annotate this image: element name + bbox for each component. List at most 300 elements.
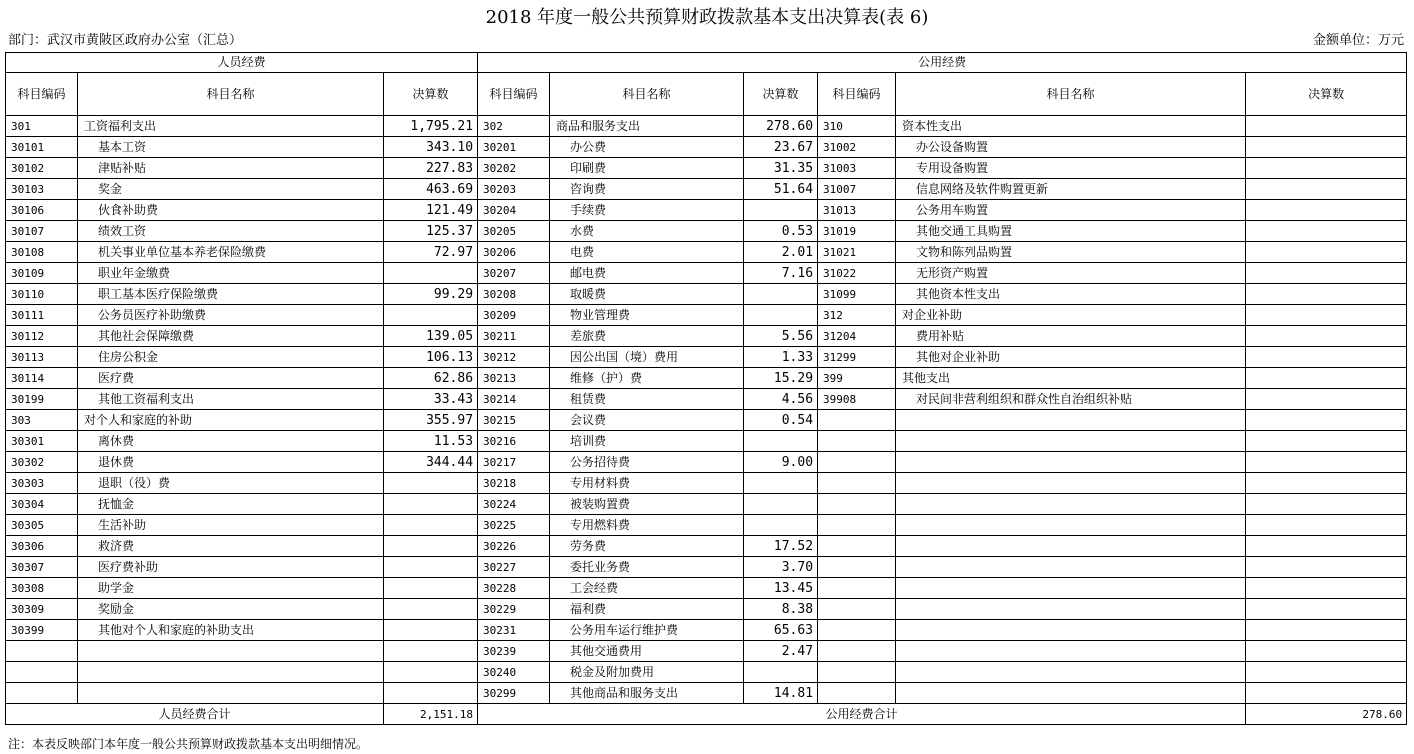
capital-code <box>818 431 896 452</box>
goods-amount: 31.35 <box>744 158 818 179</box>
capital-name: 其他对企业补助 <box>896 347 1246 368</box>
table-row <box>6 137 1407 158</box>
personnel-name: 住房公积金 <box>78 347 384 368</box>
capital-code <box>818 515 896 536</box>
table-row <box>6 158 1407 179</box>
table-row <box>6 431 1407 452</box>
personnel-amount <box>384 305 478 326</box>
personnel-amount: 72.97 <box>384 242 478 263</box>
capital-amount <box>1246 368 1407 389</box>
personnel-amount: 62.86 <box>384 368 478 389</box>
capital-amount <box>1246 221 1407 242</box>
personnel-amount: 125.37 <box>384 221 478 242</box>
table-row <box>6 410 1407 431</box>
goods-amount: 14.81 <box>744 683 818 704</box>
personnel-name: 职工基本医疗保险缴费 <box>78 284 384 305</box>
table-row <box>6 263 1407 284</box>
personnel-code: 30306 <box>6 536 78 557</box>
capital-name: 其他资本性支出 <box>896 284 1246 305</box>
capital-amount <box>1246 620 1407 641</box>
goods-name: 商品和服务支出 <box>550 116 744 137</box>
personnel-name: 助学金 <box>78 578 384 599</box>
capital-amount <box>1246 410 1407 431</box>
capital-amount <box>1246 515 1407 536</box>
capital-amount <box>1246 683 1407 704</box>
personnel-code: 30399 <box>6 620 78 641</box>
capital-code: 31022 <box>818 263 896 284</box>
personnel-name: 津贴补贴 <box>78 158 384 179</box>
goods-name: 公务招待费 <box>550 452 744 473</box>
capital-code: 31002 <box>818 137 896 158</box>
capital-amount <box>1246 242 1407 263</box>
personnel-amount: 106.13 <box>384 347 478 368</box>
capital-code <box>818 410 896 431</box>
goods-name: 委托业务费 <box>550 557 744 578</box>
col-amount-goods: 决算数 <box>744 73 818 116</box>
capital-name <box>896 431 1246 452</box>
table-row <box>6 284 1407 305</box>
capital-amount <box>1246 326 1407 347</box>
personnel-amount: 344.44 <box>384 452 478 473</box>
personnel-amount: 33.43 <box>384 389 478 410</box>
goods-code: 30202 <box>478 158 550 179</box>
personnel-code: 30106 <box>6 200 78 221</box>
personnel-amount: 227.83 <box>384 158 478 179</box>
capital-amount <box>1246 599 1407 620</box>
col-amount-capital: 决算数 <box>1246 73 1407 116</box>
capital-name <box>896 578 1246 599</box>
table-row <box>6 326 1407 347</box>
capital-code: 31204 <box>818 326 896 347</box>
capital-name: 无形资产购置 <box>896 263 1246 284</box>
table-row <box>6 536 1407 557</box>
group-public: 公用经费 <box>478 53 1407 73</box>
capital-name: 其他交通工具购置 <box>896 221 1246 242</box>
goods-name: 专用材料费 <box>550 473 744 494</box>
goods-code: 30211 <box>478 326 550 347</box>
personnel-amount: 121.49 <box>384 200 478 221</box>
goods-code: 30228 <box>478 578 550 599</box>
goods-name: 差旅费 <box>550 326 744 347</box>
table-row <box>6 557 1407 578</box>
table-row <box>6 641 1407 662</box>
table-row <box>6 683 1407 704</box>
table-row <box>6 473 1407 494</box>
capital-code <box>818 578 896 599</box>
goods-code: 302 <box>478 116 550 137</box>
table-row <box>6 200 1407 221</box>
capital-amount <box>1246 662 1407 683</box>
personnel-amount <box>384 683 478 704</box>
goods-code: 30205 <box>478 221 550 242</box>
goods-name: 专用燃料费 <box>550 515 744 536</box>
goods-code: 30299 <box>478 683 550 704</box>
personnel-code: 30308 <box>6 578 78 599</box>
personnel-name: 绩效工资 <box>78 221 384 242</box>
personnel-amount <box>384 620 478 641</box>
personnel-name: 对个人和家庭的补助 <box>78 410 384 431</box>
capital-amount <box>1246 263 1407 284</box>
personnel-code: 30302 <box>6 452 78 473</box>
capital-name <box>896 452 1246 473</box>
capital-name: 其他支出 <box>896 368 1246 389</box>
goods-name: 被装购置费 <box>550 494 744 515</box>
goods-code: 30218 <box>478 473 550 494</box>
public-total-value: 278.60 <box>1246 704 1407 725</box>
capital-code: 399 <box>818 368 896 389</box>
budget-table <box>5 52 1407 725</box>
personnel-code <box>6 662 78 683</box>
table-row <box>6 620 1407 641</box>
table-row <box>6 578 1407 599</box>
group-header-row <box>6 53 1407 73</box>
goods-name: 公务用车运行维护费 <box>550 620 744 641</box>
capital-code <box>818 599 896 620</box>
capital-amount <box>1246 494 1407 515</box>
personnel-code: 30107 <box>6 221 78 242</box>
personnel-code <box>6 683 78 704</box>
capital-code <box>818 536 896 557</box>
personnel-code: 30301 <box>6 431 78 452</box>
personnel-total-value: 2,151.18 <box>384 704 478 725</box>
capital-name <box>896 662 1246 683</box>
goods-amount: 7.16 <box>744 263 818 284</box>
capital-code <box>818 662 896 683</box>
personnel-name: 退职（役）费 <box>78 473 384 494</box>
goods-name: 其他商品和服务支出 <box>550 683 744 704</box>
table-row <box>6 242 1407 263</box>
goods-code: 30216 <box>478 431 550 452</box>
capital-name: 资本性支出 <box>896 116 1246 137</box>
personnel-amount: 11.53 <box>384 431 478 452</box>
personnel-amount: 99.29 <box>384 284 478 305</box>
personnel-code: 301 <box>6 116 78 137</box>
goods-code: 30239 <box>478 641 550 662</box>
capital-name <box>896 536 1246 557</box>
goods-name: 维修（护）费 <box>550 368 744 389</box>
table-row <box>6 305 1407 326</box>
capital-amount <box>1246 452 1407 473</box>
capital-name: 对民间非营利组织和群众性自治组织补贴 <box>896 389 1246 410</box>
goods-code: 30231 <box>478 620 550 641</box>
personnel-amount <box>384 641 478 662</box>
goods-amount <box>744 305 818 326</box>
col-code-capital: 科目编码 <box>818 73 896 116</box>
table-row <box>6 599 1407 620</box>
goods-name: 手续费 <box>550 200 744 221</box>
goods-code: 30201 <box>478 137 550 158</box>
goods-amount <box>744 515 818 536</box>
personnel-amount <box>384 578 478 599</box>
personnel-amount: 463.69 <box>384 179 478 200</box>
personnel-name <box>78 662 384 683</box>
unit-label: 金额单位：万元 <box>1312 33 1404 48</box>
personnel-name: 救济费 <box>78 536 384 557</box>
goods-name: 物业管理费 <box>550 305 744 326</box>
personnel-code: 30111 <box>6 305 78 326</box>
totals-row <box>6 704 1407 725</box>
capital-amount <box>1246 158 1407 179</box>
capital-amount <box>1246 284 1407 305</box>
capital-code <box>818 557 896 578</box>
col-name-personnel: 科目名称 <box>78 73 384 116</box>
capital-code: 31099 <box>818 284 896 305</box>
goods-amount: 15.29 <box>744 368 818 389</box>
goods-code: 30229 <box>478 599 550 620</box>
capital-amount <box>1246 137 1407 158</box>
goods-amount <box>744 284 818 305</box>
capital-code: 312 <box>818 305 896 326</box>
goods-amount: 2.47 <box>744 641 818 662</box>
personnel-name: 其他对个人和家庭的补助支出 <box>78 620 384 641</box>
personnel-amount <box>384 662 478 683</box>
goods-name: 税金及附加费用 <box>550 662 744 683</box>
personnel-name: 奖励金 <box>78 599 384 620</box>
goods-code: 30225 <box>478 515 550 536</box>
capital-code <box>818 641 896 662</box>
goods-code: 30213 <box>478 368 550 389</box>
personnel-name: 抚恤金 <box>78 494 384 515</box>
personnel-name: 其他工资福利支出 <box>78 389 384 410</box>
goods-amount: 4.56 <box>744 389 818 410</box>
personnel-amount: 139.05 <box>384 326 478 347</box>
personnel-name <box>78 641 384 662</box>
col-amount-personnel: 决算数 <box>384 73 478 116</box>
page-title: 2018 年度一般公共预算财政拨款基本支出决算表(表 6) <box>485 7 929 28</box>
goods-name: 印刷费 <box>550 158 744 179</box>
goods-code: 30212 <box>478 347 550 368</box>
goods-amount <box>744 662 818 683</box>
personnel-name: 其他社会保障缴费 <box>78 326 384 347</box>
personnel-name: 公务员医疗补助缴费 <box>78 305 384 326</box>
capital-code <box>818 620 896 641</box>
goods-code: 30226 <box>478 536 550 557</box>
capital-code: 31003 <box>818 158 896 179</box>
capital-name: 文物和陈列品购置 <box>896 242 1246 263</box>
goods-code: 30224 <box>478 494 550 515</box>
column-header-row <box>6 73 1407 116</box>
capital-name <box>896 620 1246 641</box>
goods-name: 工会经费 <box>550 578 744 599</box>
table-row <box>6 347 1407 368</box>
personnel-code: 30102 <box>6 158 78 179</box>
col-name-capital: 科目名称 <box>896 73 1246 116</box>
goods-amount: 2.01 <box>744 242 818 263</box>
goods-amount <box>744 200 818 221</box>
personnel-amount <box>384 263 478 284</box>
capital-amount <box>1246 473 1407 494</box>
personnel-name: 退休费 <box>78 452 384 473</box>
table-row <box>6 389 1407 410</box>
personnel-amount <box>384 473 478 494</box>
personnel-code <box>6 641 78 662</box>
personnel-amount <box>384 494 478 515</box>
table-row <box>6 116 1407 137</box>
goods-code: 30207 <box>478 263 550 284</box>
goods-name: 咨询费 <box>550 179 744 200</box>
goods-code: 30208 <box>478 284 550 305</box>
personnel-name: 医疗费 <box>78 368 384 389</box>
capital-code <box>818 494 896 515</box>
capital-name: 专用设备购置 <box>896 158 1246 179</box>
capital-amount <box>1246 536 1407 557</box>
personnel-name: 职业年金缴费 <box>78 263 384 284</box>
personnel-name: 伙食补助费 <box>78 200 384 221</box>
personnel-code: 303 <box>6 410 78 431</box>
personnel-name: 离休费 <box>78 431 384 452</box>
personnel-amount: 355.97 <box>384 410 478 431</box>
goods-amount: 13.45 <box>744 578 818 599</box>
goods-amount: 278.60 <box>744 116 818 137</box>
table-row <box>6 452 1407 473</box>
goods-amount: 0.54 <box>744 410 818 431</box>
goods-amount: 9.00 <box>744 452 818 473</box>
capital-amount <box>1246 578 1407 599</box>
personnel-code: 30101 <box>6 137 78 158</box>
personnel-name: 机关事业单位基本养老保险缴费 <box>78 242 384 263</box>
capital-name: 办公设备购置 <box>896 137 1246 158</box>
capital-code: 31013 <box>818 200 896 221</box>
personnel-name: 奖金 <box>78 179 384 200</box>
goods-code: 30240 <box>478 662 550 683</box>
goods-name: 福利费 <box>550 599 744 620</box>
capital-name <box>896 515 1246 536</box>
goods-name: 培训费 <box>550 431 744 452</box>
personnel-code: 30114 <box>6 368 78 389</box>
goods-amount: 8.38 <box>744 599 818 620</box>
goods-code: 30227 <box>478 557 550 578</box>
capital-code: 31299 <box>818 347 896 368</box>
goods-code: 30206 <box>478 242 550 263</box>
col-name-goods: 科目名称 <box>550 73 744 116</box>
table-row <box>6 515 1407 536</box>
personnel-amount: 1,795.21 <box>384 116 478 137</box>
col-code-personnel: 科目编码 <box>6 73 78 116</box>
capital-name <box>896 641 1246 662</box>
goods-amount <box>744 494 818 515</box>
personnel-code: 30307 <box>6 557 78 578</box>
goods-name: 劳务费 <box>550 536 744 557</box>
goods-code: 30209 <box>478 305 550 326</box>
goods-code: 30203 <box>478 179 550 200</box>
table-row <box>6 494 1407 515</box>
goods-amount: 23.67 <box>744 137 818 158</box>
footnote: 注：本表反映部门本年度一般公共预算财政拨款基本支出明细情况。 <box>8 737 369 751</box>
capital-code: 31021 <box>818 242 896 263</box>
capital-amount <box>1246 200 1407 221</box>
goods-amount: 1.33 <box>744 347 818 368</box>
goods-amount: 5.56 <box>744 326 818 347</box>
capital-amount <box>1246 557 1407 578</box>
capital-amount <box>1246 179 1407 200</box>
capital-name <box>896 473 1246 494</box>
capital-amount <box>1246 431 1407 452</box>
department-label: 部门：武汉市黄陂区政府办公室（汇总） <box>8 33 243 48</box>
personnel-code: 30108 <box>6 242 78 263</box>
goods-code: 30217 <box>478 452 550 473</box>
personnel-total-label: 人员经费合计 <box>6 704 384 725</box>
capital-name <box>896 410 1246 431</box>
capital-name: 信息网络及软件购置更新 <box>896 179 1246 200</box>
goods-amount: 17.52 <box>744 536 818 557</box>
capital-amount <box>1246 305 1407 326</box>
personnel-name: 生活补助 <box>78 515 384 536</box>
personnel-amount <box>384 599 478 620</box>
goods-amount: 0.53 <box>744 221 818 242</box>
capital-name: 公务用车购置 <box>896 200 1246 221</box>
personnel-code: 30103 <box>6 179 78 200</box>
personnel-code: 30109 <box>6 263 78 284</box>
capital-code <box>818 452 896 473</box>
capital-code <box>818 683 896 704</box>
goods-name: 租赁费 <box>550 389 744 410</box>
goods-amount <box>744 431 818 452</box>
capital-name: 对企业补助 <box>896 305 1246 326</box>
goods-name: 因公出国（境）费用 <box>550 347 744 368</box>
table-row <box>6 179 1407 200</box>
personnel-amount <box>384 515 478 536</box>
personnel-code: 30305 <box>6 515 78 536</box>
capital-amount <box>1246 641 1407 662</box>
goods-amount: 3.70 <box>744 557 818 578</box>
goods-amount: 65.63 <box>744 620 818 641</box>
capital-name <box>896 557 1246 578</box>
table-row <box>6 221 1407 242</box>
goods-name: 水费 <box>550 221 744 242</box>
personnel-amount <box>384 557 478 578</box>
col-code-goods: 科目编码 <box>478 73 550 116</box>
goods-name: 取暖费 <box>550 284 744 305</box>
capital-name <box>896 599 1246 620</box>
goods-amount: 51.64 <box>744 179 818 200</box>
capital-code: 31019 <box>818 221 896 242</box>
personnel-amount <box>384 536 478 557</box>
personnel-code: 30110 <box>6 284 78 305</box>
goods-name: 邮电费 <box>550 263 744 284</box>
goods-name: 电费 <box>550 242 744 263</box>
personnel-code: 30113 <box>6 347 78 368</box>
table-row <box>6 368 1407 389</box>
capital-name <box>896 494 1246 515</box>
personnel-name <box>78 683 384 704</box>
capital-code <box>818 473 896 494</box>
goods-name: 办公费 <box>550 137 744 158</box>
personnel-name: 医疗费补助 <box>78 557 384 578</box>
goods-amount <box>744 473 818 494</box>
capital-code: 31007 <box>818 179 896 200</box>
goods-name: 其他交通费用 <box>550 641 744 662</box>
capital-code: 39908 <box>818 389 896 410</box>
goods-code: 30204 <box>478 200 550 221</box>
capital-amount <box>1246 347 1407 368</box>
group-personnel: 人员经费 <box>6 53 478 73</box>
capital-name: 费用补贴 <box>896 326 1246 347</box>
personnel-code: 30309 <box>6 599 78 620</box>
personnel-code: 30112 <box>6 326 78 347</box>
personnel-name: 工资福利支出 <box>78 116 384 137</box>
capital-name <box>896 683 1246 704</box>
personnel-name: 基本工资 <box>78 137 384 158</box>
public-total-label: 公用经费合计 <box>478 704 1246 725</box>
personnel-code: 30304 <box>6 494 78 515</box>
personnel-code: 30199 <box>6 389 78 410</box>
personnel-code: 30303 <box>6 473 78 494</box>
goods-code: 30214 <box>478 389 550 410</box>
capital-code: 310 <box>818 116 896 137</box>
table-row <box>6 662 1407 683</box>
capital-amount <box>1246 116 1407 137</box>
goods-name: 会议费 <box>550 410 744 431</box>
